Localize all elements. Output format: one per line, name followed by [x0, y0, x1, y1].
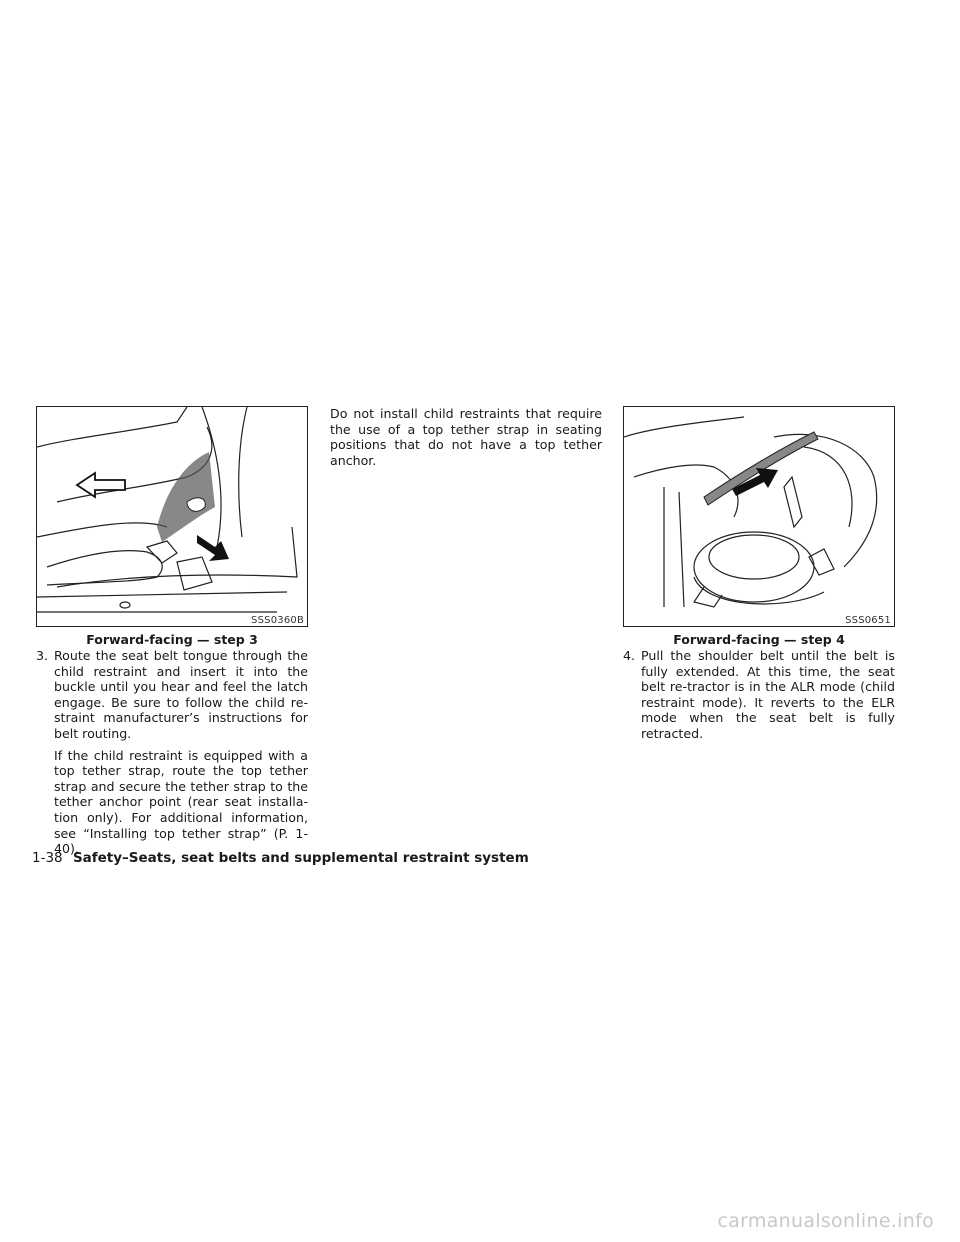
figure-code: SSS0651 [845, 615, 891, 626]
page-number: 1-38 [32, 850, 63, 866]
step-text: Route the seat belt tongue through the child restraint and insert it into the buckle until you hear and feel the latch engage. Be sure to follow the child re-straint manufacturer’s instructions for belt routing. [54, 648, 308, 741]
figure-step-4 [623, 406, 895, 627]
step-number: 4. [623, 648, 636, 663]
page-footer [32, 850, 529, 866]
illustration-seat-belt-buckle [37, 407, 308, 627]
step-4-block [623, 648, 895, 742]
figure-caption: Forward-facing — step 4 [673, 632, 845, 647]
tether-warning-text: Do not install child restraints that require the use of a top tether strap in seating positions that do not have a top tether anchor. [330, 406, 602, 468]
figure-caption: Forward-facing — step 3 [86, 632, 258, 647]
step-3-block [36, 648, 308, 857]
step-text: Pull the shoulder belt until the belt is fully extended. At this time, the seat belt re-tractor is in the ALR mode (child restraint mode). It reverts to the ELR mode when the seat belt is fully retracted. [641, 648, 895, 741]
step-number: 3. [36, 648, 49, 663]
section-title: Safety–Seats, seat belts and supplemental restraint system [72, 850, 529, 866]
watermark: carmanualsonline.info [717, 1210, 934, 1232]
step-3 [36, 648, 308, 742]
tether-paragraph: If the child restraint is equipped with a top tether strap, route the top tether strap and secure the tether strap to the tether anchor point (rear seat installa-tion only). For additional information, see “Installing top tether strap” (P. 1-40). [54, 747, 308, 857]
figure-step-3 [36, 406, 308, 627]
illustration-shoulder-belt [624, 407, 895, 627]
figure-code: SSS0360B [251, 615, 304, 626]
step-4 [623, 648, 895, 742]
